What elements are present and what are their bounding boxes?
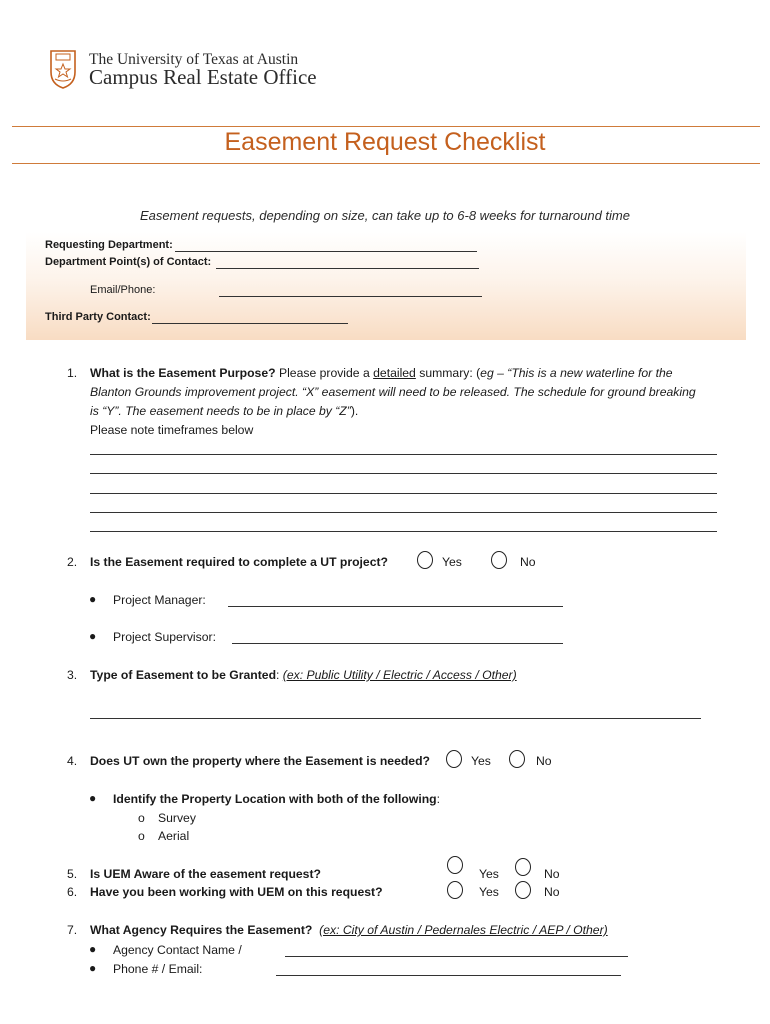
q3-example: (ex: Public Utility / Electric / Access / Other) — [282, 668, 517, 682]
third-party-contact-field[interactable] — [152, 323, 348, 324]
q5-no-radio[interactable] — [515, 858, 531, 876]
q6-number: 6. — [67, 885, 78, 899]
agency-contact-field[interactable] — [285, 956, 628, 957]
email-phone-field[interactable] — [219, 296, 482, 297]
q1-example-3: is “Y”. The easement needs to be in place by “Z” — [90, 404, 351, 418]
q2-no-radio[interactable] — [491, 551, 507, 569]
bullet-icon: ● — [89, 592, 97, 606]
third-party-contact-label: Third Party Contact: — [45, 311, 151, 323]
q1-timeframe-note: Please note timeframes below — [90, 423, 254, 437]
q4-no-radio[interactable] — [509, 750, 525, 768]
q5-yes-radio[interactable] — [447, 856, 463, 874]
point-of-contact-field[interactable] — [216, 268, 479, 269]
q4-number: 4. — [67, 754, 78, 768]
aerial-label: Aerial — [158, 829, 190, 843]
q1-text-detailed: detailed — [373, 366, 416, 380]
bullet-icon: ● — [89, 791, 97, 805]
q5-yes-label: Yes — [479, 867, 499, 881]
q7-label: What Agency Requires the Easement? — [90, 923, 313, 937]
q2-number: 2. — [67, 555, 78, 569]
q1-example-1: eg – “This is a new waterline for the — [480, 366, 673, 380]
requesting-department-field[interactable] — [175, 251, 477, 252]
turnaround-note: Easement requests, depending on size, can take up to 6-8 weeks for turnaround time — [140, 208, 630, 223]
q1-example-2: Blanton Grounds improvement project. “X” easement will need to be released. The schedule for ground breaking — [90, 385, 696, 399]
university-name: The University of Texas at Austin — [89, 51, 299, 68]
q6-label: Have you been working with UEM on this request? — [90, 885, 383, 899]
q1-answer-line-2[interactable] — [90, 473, 717, 474]
q1-answer-line-4[interactable] — [90, 512, 717, 513]
q2-yes-label: Yes — [442, 555, 462, 569]
q4-yes-radio[interactable] — [446, 750, 462, 768]
q2-label: Is the Easement required to complete a UT project? — [90, 555, 388, 569]
email-phone-label: Email/Phone: — [90, 284, 156, 296]
page-title: Easement Request Checklist — [224, 128, 546, 156]
q1-text-a: Please provide a — [278, 366, 370, 380]
q2-no-label: No — [520, 555, 536, 569]
phone-email-label: Phone # / Email: — [113, 962, 203, 976]
agency-contact-label: Agency Contact Name / — [113, 943, 242, 957]
q4-no-label: No — [536, 754, 552, 768]
identify-location-colon: : — [436, 792, 441, 806]
q3-answer-line[interactable] — [90, 718, 701, 719]
identify-location-label: Identify the Property Location with both of the following — [113, 792, 437, 806]
sub-bullet-icon: o — [138, 829, 145, 843]
q6-no-label: No — [544, 885, 560, 899]
q1-answer-line-1[interactable] — [90, 454, 717, 455]
q1-number: 1. — [67, 366, 78, 380]
project-supervisor-field[interactable] — [232, 643, 563, 644]
q3-line — [90, 668, 517, 682]
q3-colon: : — [276, 668, 280, 682]
ut-seal-logo — [48, 48, 78, 90]
q6-yes-radio[interactable] — [447, 881, 463, 899]
q3-number: 3. — [67, 668, 78, 682]
q7-line — [90, 923, 608, 937]
project-manager-label: Project Manager: — [113, 593, 206, 607]
bullet-icon: ● — [89, 942, 97, 956]
q1-answer-line-5[interactable] — [90, 531, 717, 532]
office-name: Campus Real Estate Office — [89, 65, 317, 89]
q1-text-c: summary: ( — [419, 366, 481, 380]
phone-email-field[interactable] — [276, 975, 621, 976]
q5-number: 5. — [67, 867, 78, 881]
q6-no-radio[interactable] — [515, 881, 531, 899]
q1-answer-line-3[interactable] — [90, 493, 717, 494]
bullet-icon: ● — [89, 629, 97, 643]
q5-label: Is UEM Aware of the easement request? — [90, 867, 321, 881]
q5-no-label: No — [544, 867, 560, 881]
q1-label: What is the Easement Purpose? — [90, 366, 276, 380]
q6-yes-label: Yes — [479, 885, 499, 899]
identify-location-line — [113, 792, 440, 806]
q4-label: Does UT own the property where the Easement is needed? — [90, 754, 430, 768]
q7-number: 7. — [67, 923, 78, 937]
q3-label: Type of Easement to be Granted — [90, 668, 277, 682]
title-top-rule — [12, 126, 760, 127]
q1-example-end: ). — [350, 404, 359, 418]
project-manager-field[interactable] — [228, 606, 563, 607]
title-bottom-rule — [12, 163, 760, 164]
q7-example: (ex: City of Austin / Pedernales Electric / AEP / Other) — [319, 923, 608, 937]
project-supervisor-label: Project Supervisor: — [113, 630, 216, 644]
bullet-icon: ● — [89, 961, 97, 975]
q1-line3 — [90, 404, 358, 418]
q4-yes-label: Yes — [471, 754, 491, 768]
q1-line1 — [90, 366, 673, 380]
sub-bullet-icon: o — [138, 811, 145, 825]
requesting-department-label: Requesting Department: — [45, 239, 173, 251]
point-of-contact-label: Department Point(s) of Contact: — [45, 256, 212, 268]
survey-label: Survey — [158, 811, 196, 825]
q2-yes-radio[interactable] — [417, 551, 433, 569]
